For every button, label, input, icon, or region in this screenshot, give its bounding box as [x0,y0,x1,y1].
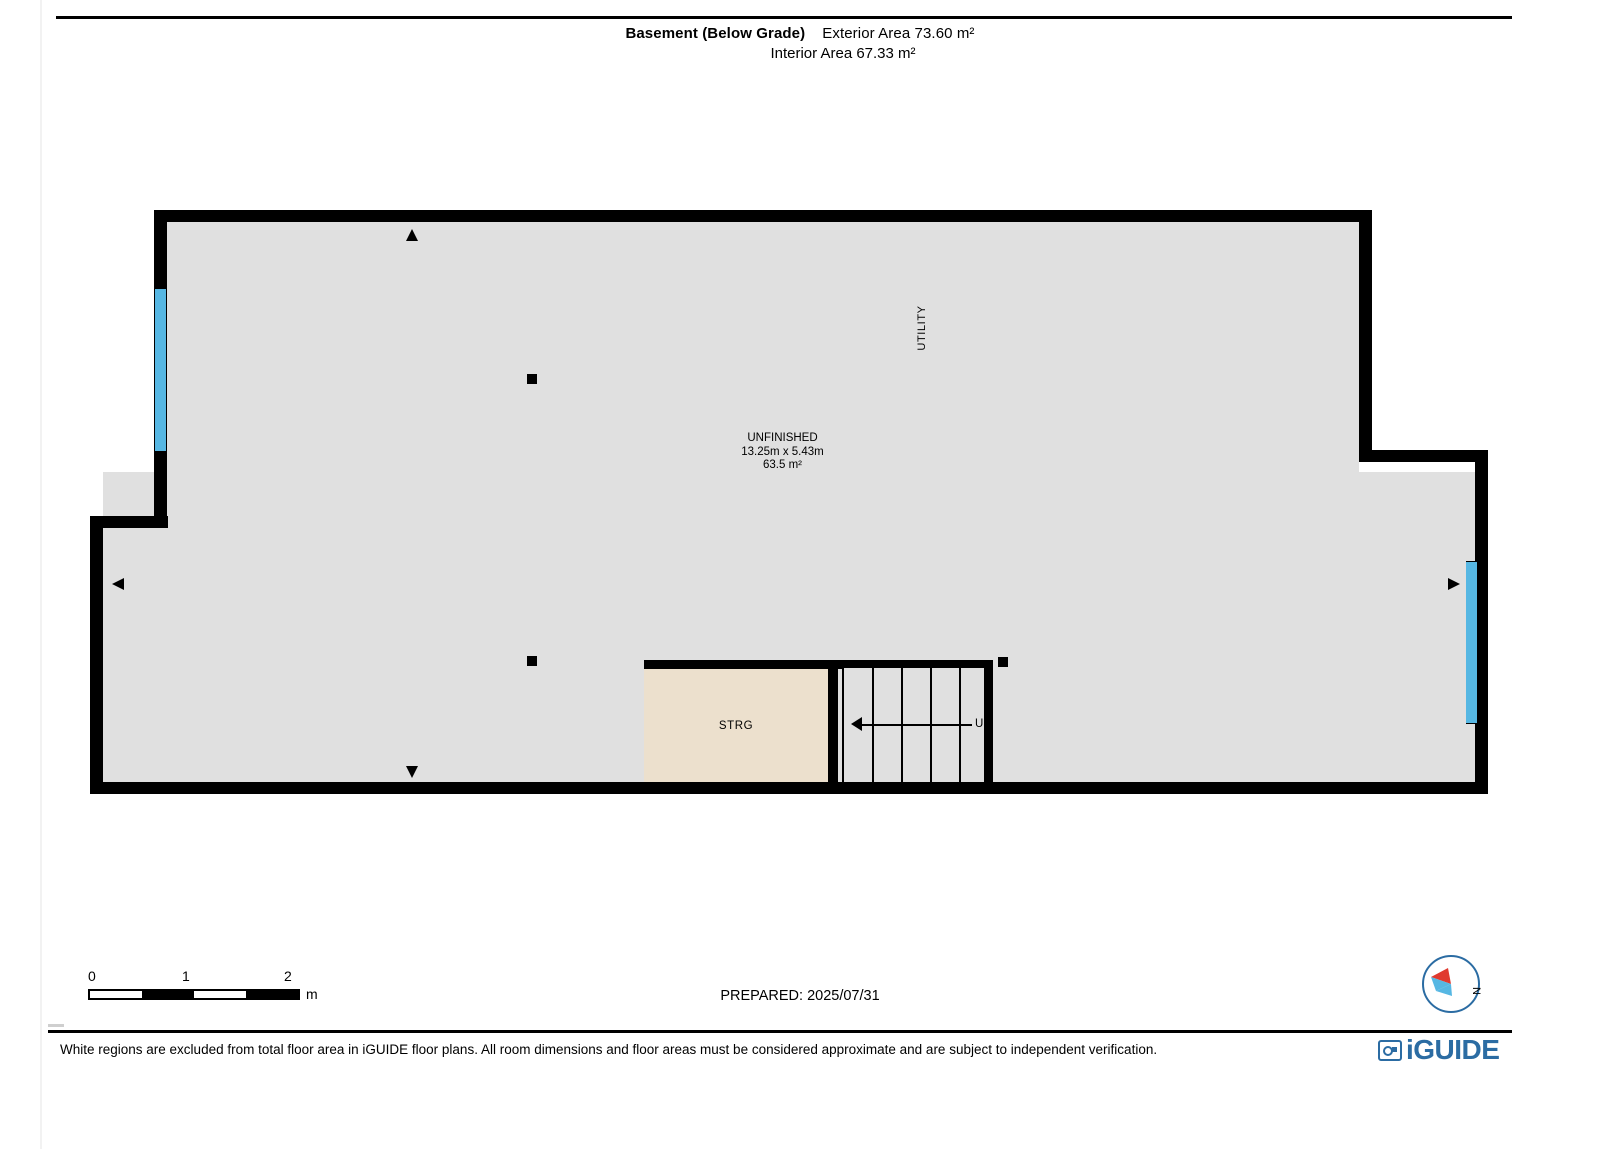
room-area: 63.5 m² [763,459,802,471]
camera-icon [1378,1040,1402,1061]
exterior-area-label: Exterior Area 73.60 m² [822,25,975,42]
footer-disclaimer: White regions are excluded from total floor area in iGUIDE floor plans. All room dimensions and floor areas must be considered approximate and are subject to independent verification. [60,1042,1158,1057]
footer-divider [48,1030,1512,1033]
wall-top [154,210,1372,222]
wall-storage-right [828,660,838,792]
utility-label: UTILITY [916,305,928,351]
wall-right-step [1359,450,1488,462]
support-post [998,657,1008,667]
wall-bottom [90,782,1488,794]
iguide-logo [1378,1035,1499,1065]
storage-label: STRG [718,720,754,732]
direction-marker-north-icon [406,229,418,241]
compass-rose [1422,955,1484,1017]
scale-tick-1: 1 [182,968,190,984]
scale-tick-0: 0 [88,968,96,984]
room-name: UNFINISHED [747,432,818,444]
support-post [527,374,537,384]
room-label-unfinished [690,432,875,473]
logo-text: iGUIDE [1406,1034,1500,1065]
stairs-arrow-head-icon [851,717,862,731]
scale-unit-label: m [306,986,318,1002]
direction-marker-west-icon [112,578,124,590]
floor-label: Basement (Below Grade) [625,25,806,42]
compass-north-label: N [1470,987,1482,995]
prepared-date: PREPARED: 2025/07/31 [720,988,880,1004]
support-post [527,656,537,666]
room-dimensions: 13.25m x 5.43m [741,445,824,458]
window-left [155,288,166,452]
wall-right-upper [1359,210,1372,462]
direction-marker-east-icon [1448,578,1460,590]
window-right [1466,561,1477,724]
stairs-up-label: UP [975,718,993,730]
wall-left-lower [90,516,103,794]
scale-tick-2: 2 [284,968,292,984]
stairs-direction-arrow-icon [860,724,972,726]
direction-marker-south-icon [406,766,418,778]
compass-needle-icon [1422,955,1480,1013]
interior-area-label: Interior Area 67.33 m² [770,45,916,62]
